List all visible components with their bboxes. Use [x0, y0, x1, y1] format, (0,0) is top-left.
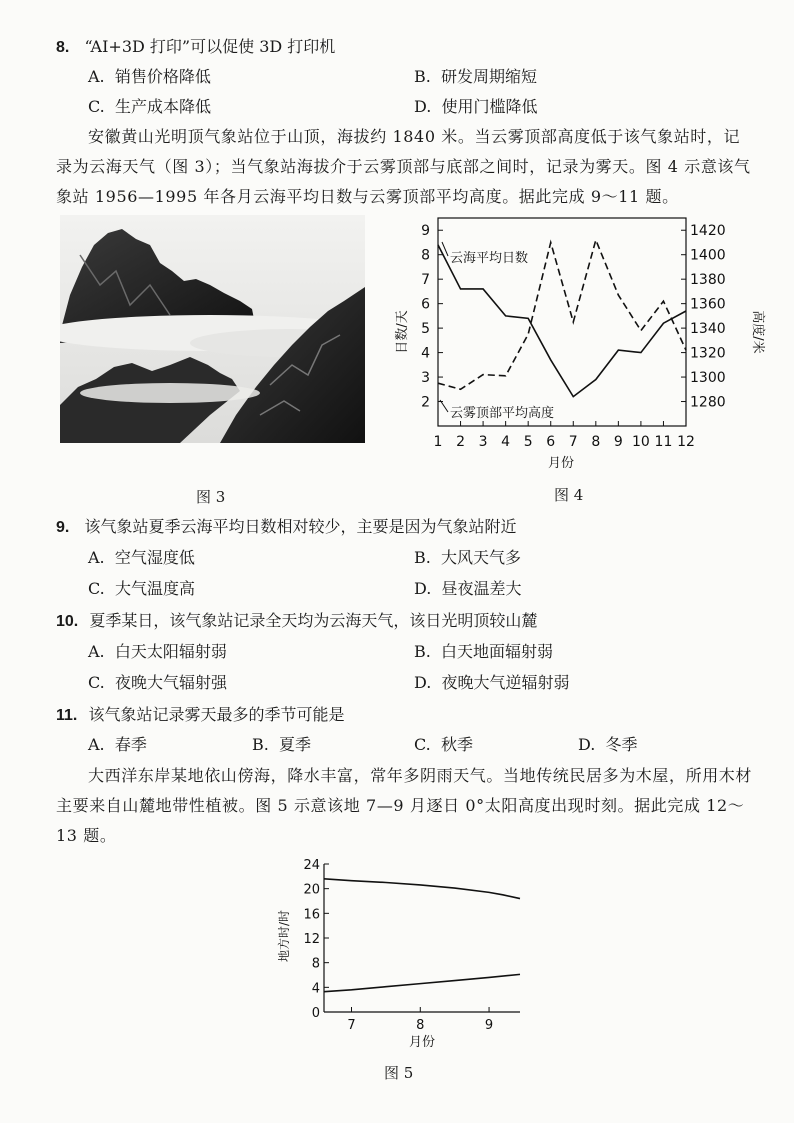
x-tick-label: 11: [654, 434, 673, 450]
option-a: A. 销售价格降低: [88, 67, 211, 86]
x-tick-label: 1: [433, 434, 443, 450]
y-tick-label: 8: [311, 956, 320, 972]
question-8-stem: [56, 36, 335, 59]
question-11-stem: [56, 704, 344, 727]
y-tick-label-left: 4: [421, 345, 430, 362]
option-b: B. 夏季: [252, 735, 312, 754]
series-line-evening: [324, 879, 520, 899]
x-axis-label: 月份: [408, 1035, 436, 1050]
question-9-stem: [56, 516, 516, 539]
option-a: A. 春季: [88, 735, 147, 754]
x-tick-label: 10: [631, 434, 650, 450]
x-tick-label: 7: [347, 1018, 356, 1033]
option-c: C. 生产成本降低: [88, 97, 211, 116]
x-tick-label: 2: [456, 434, 466, 450]
x-tick-label: 12: [677, 434, 695, 450]
option-d: D. 夜晚大气逆辐射弱: [414, 673, 570, 692]
y-tick-label-right: 1300: [690, 370, 726, 387]
question-text: 该气象站夏季云海平均日数相对较少，主要是因为气象站附近: [84, 517, 517, 536]
series-line-morning: [324, 974, 520, 991]
option-a: A. 空气湿度低: [88, 548, 195, 567]
passage-text: 大西洋东岸某地依山傍海，降水丰富，常年多阴雨天气。当地传统民居多为木屋，所用木材主要来自山麓地带性植被。图 5 示意该地 7—9 月逐日 0°太阳高度出现时刻。据此完成 12～13 题。: [56, 766, 753, 845]
y-axis-label: 地方时/时: [277, 909, 291, 963]
question-text: “AI+3D 打印”可以促使 3D 打印机: [84, 37, 336, 56]
option-d: D. 冬季: [578, 735, 638, 754]
series-label-leader: [440, 400, 448, 412]
x-tick-label: 4: [501, 434, 511, 450]
option-b: B. 研发周期缩短: [414, 67, 538, 86]
y-tick-label-right: 1280: [690, 394, 726, 411]
fig5-chart: [276, 852, 536, 1052]
question-number: 11.: [56, 707, 78, 724]
y-tick-label-left: 3: [421, 370, 430, 387]
x-tick-label: 8: [591, 434, 601, 450]
option-b: B. 大风天气多: [414, 548, 522, 567]
option-d: D. 昼夜温差大: [414, 579, 522, 598]
y-tick-label-left: 5: [421, 321, 430, 338]
y-tick-label-left: 8: [421, 247, 430, 264]
series-label-cloud-sea-days: 云海平均日数: [450, 251, 529, 266]
x-tick-label: 3: [478, 434, 488, 450]
x-tick-label: 6: [546, 434, 556, 450]
x-tick-label: 9: [484, 1018, 494, 1033]
question-10-stem: [56, 610, 537, 633]
y-tick-label-left: 7: [421, 272, 430, 289]
x-tick-label: 9: [613, 434, 623, 450]
passage-text: 安徽黄山光明顶气象站位于山顶，海拔约 1840 米。当云雾顶部高度低于该气象站时，记录为云海天气（图 3）；当气象站海拔介于云雾顶部与底部之间时，记录为雾天。图 4 示意该气象站 1956—1995 年各月云海平均日数与云雾顶部平均高度。据此完成 9～11 题。: [56, 127, 751, 206]
figure-3-caption: 图 3: [196, 488, 226, 506]
y-tick-label-left: 6: [421, 296, 430, 313]
y-tick-label: 4: [311, 981, 320, 997]
question-number: 10.: [56, 613, 79, 630]
y-tick-label-left: 9: [421, 223, 430, 240]
y-tick-label-right: 1400: [690, 247, 726, 264]
y-tick-label: 12: [303, 932, 320, 947]
y-tick-label-right: 1360: [690, 296, 726, 313]
x-axis-label: 月份: [547, 456, 575, 471]
y-tick-label-right: 1380: [690, 272, 726, 289]
y-axis-right-label: 高度/米: [750, 310, 765, 354]
question-number: 8.: [56, 39, 70, 56]
x-tick-label: 7: [568, 434, 578, 450]
y-tick-label-right: 1340: [690, 321, 726, 338]
series-label-cloud-top-height: 云雾顶部平均高度: [450, 406, 555, 421]
y-tick-label-right: 1420: [690, 223, 726, 240]
y-tick-label-right: 1320: [690, 345, 726, 362]
y-tick-label: 16: [303, 907, 320, 923]
x-tick-label: 5: [523, 434, 533, 450]
option-b: B. 白天地面辐射弱: [414, 642, 554, 661]
y-tick-label-left: 2: [421, 394, 430, 411]
option-d: D. 使用门槛降低: [414, 97, 538, 116]
fig4-chart: [392, 212, 766, 474]
figure-4-caption: 图 4: [554, 486, 584, 504]
question-text: 夏季某日，该气象站记录全天均为云海天气，该日光明顶较山麓: [89, 611, 538, 630]
option-a: A. 白天太阳辐射弱: [88, 642, 227, 661]
y-axis-left-label: 日数/天: [395, 310, 410, 354]
figure-5-caption: 图 5: [384, 1064, 414, 1082]
option-c: C. 秋季: [414, 735, 473, 754]
y-tick-label: 24: [303, 858, 320, 873]
question-text: 该气象站记录雾天最多的季节可能是: [88, 705, 345, 724]
option-c: C. 大气温度高: [88, 579, 195, 598]
question-number: 9.: [56, 519, 70, 536]
y-tick-label: 20: [303, 882, 320, 898]
plot-frame: [438, 218, 686, 426]
y-tick-label: 0: [311, 1006, 320, 1021]
x-tick-label: 8: [416, 1018, 425, 1033]
sea-of-clouds-photo: [60, 215, 365, 443]
option-c: C. 夜晚大气辐射强: [88, 673, 227, 692]
